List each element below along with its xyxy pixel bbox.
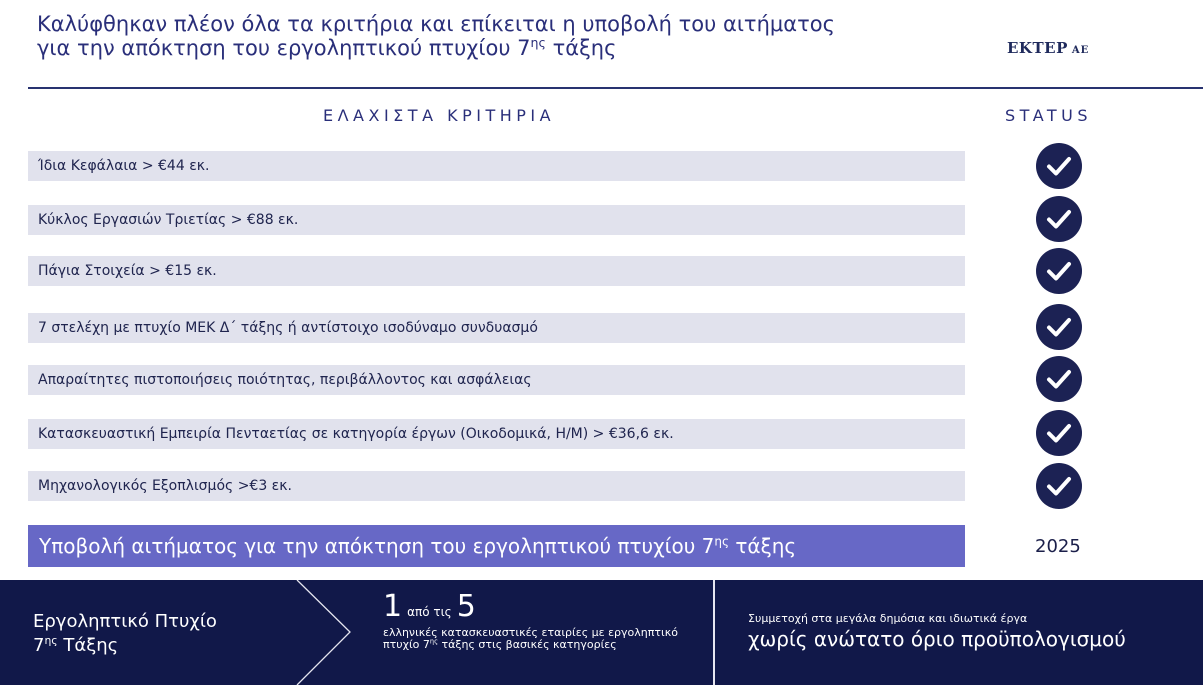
criterion-label: 7 στελέχη με πτυχίο ΜΕΚ Δ΄ τάξης ή αντίστοιχο ισοδύναμο συνδυασμό (38, 320, 538, 336)
logo-suffix: ΑΕ (1071, 45, 1090, 56)
criterion-label: Κύκλος Εργασιών Τριετίας > €88 εκ. (38, 212, 299, 228)
ranking-description-text: ελληνικές κατασκευαστικές εταιρίες με εργοληπτικό πτυχίο 7 (383, 626, 678, 651)
criterion-row (28, 256, 965, 286)
criterion-row (28, 151, 965, 181)
title-line-2-end: τάξης (545, 36, 617, 60)
footer-participation (748, 612, 1126, 651)
criterion-row (28, 313, 965, 343)
criterion-row (28, 365, 965, 395)
footer-divider (713, 580, 715, 685)
title-superscript: ης (530, 35, 546, 50)
footer-band (0, 580, 1203, 685)
header-divider (28, 87, 1203, 89)
submission-text-end: τάξης (729, 534, 797, 558)
check-circle-icon (1036, 356, 1082, 402)
footer-license-superscript: ης (44, 634, 58, 647)
check-circle-icon (1036, 143, 1082, 189)
criteria-column-header: ΕΛΑΧΙΣΤΑ ΚΡΙΤΗΡΙΑ (323, 106, 556, 125)
participation-subtitle: Συμμετοχή στα μεγάλα δημόσια και ιδιωτικά έργα (748, 612, 1028, 625)
criterion-row (28, 205, 965, 235)
title-line-2-text: για την απόκτηση του εργοληπτικού πτυχίου 7 (37, 36, 531, 60)
ranking-superscript: ης (429, 637, 438, 646)
criterion-label: Μηχανολογικός Εξοπλισμός >€3 εκ. (38, 478, 292, 494)
footer-license-line-1: Εργοληπτικό Πτυχίο (33, 611, 217, 632)
company-logo (1007, 39, 1089, 57)
criterion-label: Απαραίτητες πιστοποιήσεις ποιότητας, περιβάλλοντος και ασφάλειας (38, 372, 532, 388)
check-circle-icon (1036, 304, 1082, 350)
ranking-description (383, 627, 683, 651)
footer-license-number: 7 (33, 635, 45, 656)
criterion-row (28, 419, 965, 449)
footer-license-end: Τάξης (57, 635, 119, 656)
submission-year: 2025 (1035, 536, 1081, 557)
ranking-connector: από τις (407, 605, 452, 619)
check-circle-icon (1036, 196, 1082, 242)
ranking-line (383, 590, 683, 624)
submission-banner (28, 525, 965, 567)
submission-text (39, 525, 796, 567)
criterion-label: Πάγια Στοιχεία > €15 εκ. (38, 263, 217, 279)
criterion-label: Ίδια Κεφάλαια > €44 εκ. (38, 158, 210, 174)
check-circle-icon (1036, 248, 1082, 294)
ranking-count: 1 (383, 589, 403, 624)
page-title (37, 12, 957, 60)
logo-main: ΕΚΤΕΡ (1007, 39, 1068, 57)
title-line-1: Καλύφθηκαν πλέον όλα τα κριτήρια και επίκειται η υποβολή του αιτήματος (37, 12, 835, 36)
criterion-label: Κατασκευαστική Εμπειρία Πενταετίας σε κατηγορία έργων (Οικοδομικά, Η/Μ) > €36,6 εκ. (38, 426, 674, 442)
ranking-total: 5 (456, 589, 476, 624)
criterion-row (28, 471, 965, 501)
check-circle-icon (1036, 463, 1082, 509)
title-line-2 (37, 36, 957, 60)
check-circle-icon (1036, 410, 1082, 456)
ranking-description-end: τάξης στις βασικές κατηγορίες (437, 638, 617, 651)
submission-superscript: ης (714, 534, 729, 549)
submission-text-main: Υποβολή αιτήματος για την απόκτηση του εργοληπτικού πτυχίου 7 (39, 534, 715, 558)
footer-ranking (383, 590, 683, 651)
status-column-header: STATUS (1005, 106, 1093, 125)
participation-headline: χωρίς ανώτατο όριο προϋπολογισμού (748, 627, 1126, 651)
